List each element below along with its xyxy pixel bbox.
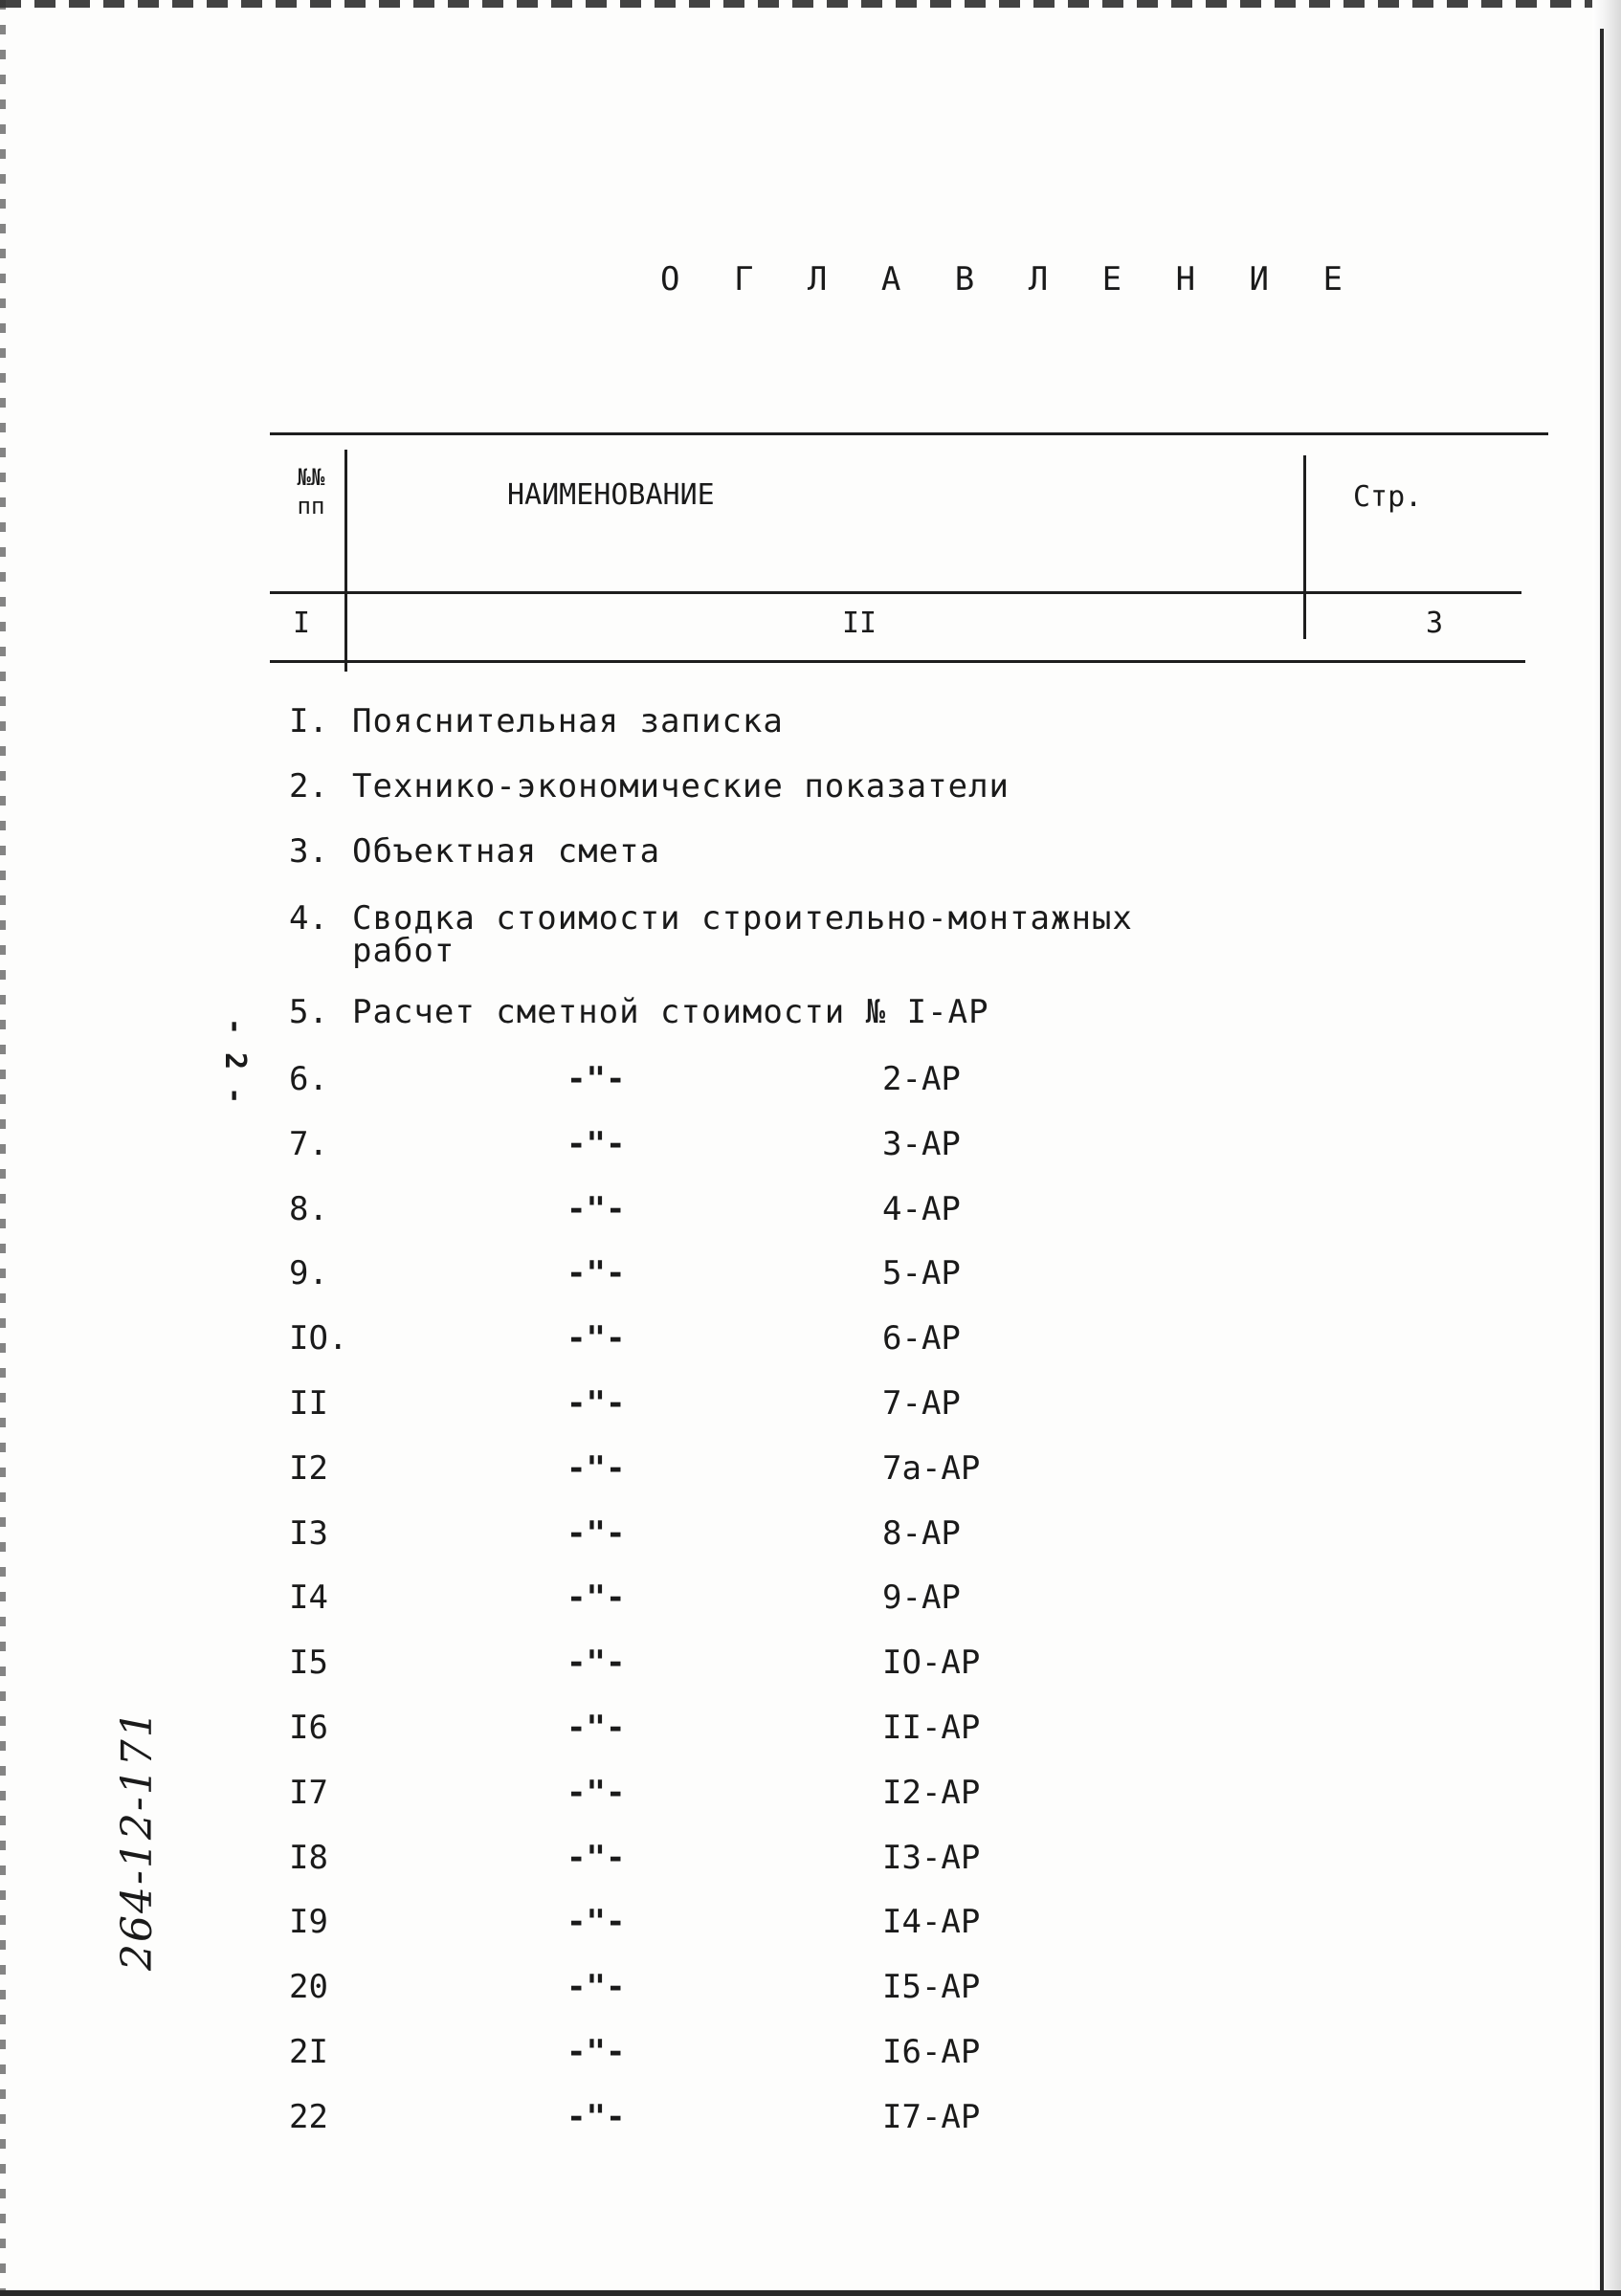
ditto-mark: -"- [566,1319,626,1358]
col-number-2: II [842,607,877,640]
entry-number: 3. [289,832,328,871]
table-bottom-rule [270,660,1525,663]
estimate-code: 4-АР [882,1189,961,1228]
entry-label: Сводка стоимости строительно-монтажных [352,899,1133,938]
ditto-mark: -"- [566,1903,626,1942]
estimate-code: 9-АР [882,1578,961,1618]
name-column-header: НАИМЕНОВАНИЕ [507,478,715,512]
entry-number: 6. [289,1060,328,1098]
entry-number: 8. [289,1189,328,1228]
estimate-code: IO-АР [882,1644,981,1683]
estimate-code: I2-АР [882,1773,981,1812]
estimate-code: 3-АР [882,1124,961,1163]
estimate-code: 5-АР [882,1254,961,1293]
table-col-divider-2 [1303,455,1306,639]
entry-number: I2 [289,1448,328,1488]
entry-number: 22 [289,2097,328,2136]
scan-edge-right-line [1600,29,1604,2296]
ditto-mark: -"- [566,1513,626,1553]
estimate-code: 8-АР [882,1513,961,1553]
table-col-divider-1 [344,450,347,672]
col-number-1: I [293,607,311,640]
ditto-mark: -"- [566,2033,626,2071]
estimate-code: 2-АР [882,1060,961,1098]
ditto-mark: -"- [566,1448,626,1488]
entry-number: I3 [289,1513,328,1553]
entry-number: I6 [289,1709,328,1747]
entry-number: I7 [289,1773,328,1812]
entry-label: Объектная смета [352,832,661,871]
ditto-mark: -"- [566,1384,626,1423]
estimate-code: I7-АР [882,2097,981,2136]
estimate-code: I6-АР [882,2033,981,2071]
scan-edge-bottom [0,2290,1621,2296]
estimate-code: II-АР [882,1709,981,1747]
ditto-mark: -"- [566,1644,626,1683]
entry-label-continuation: работ [352,932,455,970]
num-column-header [287,463,335,520]
entry-number: 5. [289,993,328,1031]
estimate-code: 7а-АР [882,1448,981,1488]
page-column-header: Стр. [1353,480,1423,514]
ditto-mark: -"- [566,1060,626,1098]
document-code: 264-12-171 [113,1709,162,1971]
entry-number: 4. [289,899,328,938]
entry-number: I8 [289,1838,328,1877]
entry-number: I9 [289,1903,328,1942]
col-number-3: 3 [1426,607,1444,640]
scan-edge-left [0,0,6,2296]
entry-number: 7. [289,1124,328,1163]
page-number-text: - 2 - [218,1017,253,1105]
entry-number: IO. [289,1319,348,1358]
ditto-mark: -"- [566,1189,626,1228]
scan-edge-right [1592,0,1621,2296]
table-top-rule [270,432,1548,435]
table-mid-rule [270,591,1521,594]
ditto-mark: -"- [566,1709,626,1747]
entry-number: I. [289,702,328,740]
scan-edge-top [0,0,1621,8]
ditto-mark: -"- [566,1124,626,1163]
page-number [191,1017,253,1105]
page-title: О Г Л А В Л Е Н И Е [660,260,1360,298]
ditto-mark: -"- [566,1578,626,1618]
estimate-code: I4-АР [882,1903,981,1942]
entry-label: Расчет сметной стоимости № I-АР [352,993,989,1031]
ditto-mark: -"- [566,1838,626,1877]
entry-number: 2. [289,767,328,806]
estimate-code: I3-АР [882,1838,981,1877]
estimate-code: 7-АР [882,1384,961,1423]
estimate-code: 6-АР [882,1319,961,1358]
entry-number: I4 [289,1578,328,1618]
ditto-mark: -"- [566,1968,626,2007]
ditto-mark: -"- [566,1254,626,1293]
num-column-header-text: №№ пп [297,464,325,519]
ditto-mark: -"- [566,1773,626,1812]
entry-label: Технико-экономические показатели [352,767,1010,806]
entry-number: 9. [289,1254,328,1293]
entry-number: II [289,1384,328,1423]
estimate-code: I5-АР [882,1968,981,2007]
entry-number: I5 [289,1644,328,1683]
ditto-mark: -"- [566,2097,626,2136]
entry-number: 20 [289,1968,328,2007]
entry-number: 2I [289,2033,328,2071]
entry-label: Пояснительная записка [352,702,784,740]
